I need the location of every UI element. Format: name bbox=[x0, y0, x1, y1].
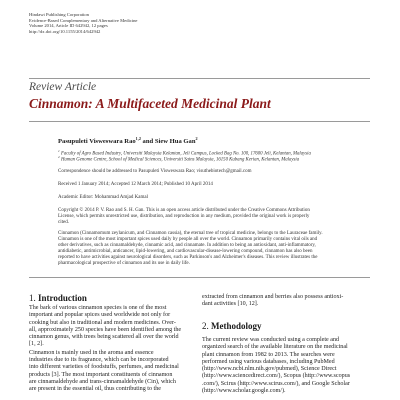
left-column bbox=[29, 305, 191, 394]
academic-editor: Academic Editor: Mohammad Amjad Kamal bbox=[58, 195, 148, 200]
methodology-paragraph bbox=[202, 337, 372, 395]
body-line: industries due to its fragrance, which can be incorporated bbox=[29, 357, 169, 364]
volume-line: Volume 2014, Article ID 642942, 12 pages bbox=[29, 23, 108, 29]
doi-link[interactable]: http://dx.doi.org/10.1155/2014/642942 bbox=[29, 28, 101, 34]
body-line: (http://www.ncbi.nlm.nih.gov/pubmed), Science Direct bbox=[202, 366, 337, 373]
body-line: extracted from cinnamon and berries also possess antioxi- bbox=[202, 294, 344, 300]
abstract-line: other derivatives, such as cinnamaldehyde, cinnamic acid, and cinnamate. In addition to being an antioxidant, anti-inflammatory, bbox=[58, 243, 316, 249]
body-paragraph bbox=[29, 305, 191, 349]
section-number: 2. bbox=[202, 321, 209, 331]
body-paragraph bbox=[29, 350, 191, 394]
affiliation bbox=[58, 155, 299, 163]
right-column bbox=[202, 294, 372, 309]
abstract-line: Cinnamon (Cinnamomum zeylanicum, and Cinnamon cassia), the eternal tree of tropical medicine, belongs to the Lauraceae family. bbox=[58, 231, 323, 236]
copyright-notice bbox=[58, 208, 380, 226]
body-line: cooking but also in traditional and modern medicines. Over- bbox=[29, 319, 176, 326]
copyright-line: cited. bbox=[58, 220, 69, 226]
body-line: cinnamon genus, with trees being scattered all over the world bbox=[29, 334, 179, 341]
abstract-divider bbox=[29, 277, 370, 278]
section-heading-methodology bbox=[202, 321, 262, 331]
body-line: are cinnamaldehyde and trans-cinnamaldehyde (Cin), which bbox=[29, 378, 176, 385]
body-line: products [3]. The most important constituents of cinnamon bbox=[29, 371, 173, 378]
article-title: Cinnamon: A Multifaceted Medicinal Plant bbox=[29, 96, 271, 111]
author-affiliation-mark: 1,2 bbox=[135, 136, 141, 141]
publisher-line: Hindawi Publishing Corporation bbox=[29, 12, 89, 17]
body-line: plant cinnamon from 1982 to 2013. The searches were bbox=[202, 351, 335, 358]
affiliation-number: 2 bbox=[58, 155, 60, 159]
author-affiliation-mark: 2 bbox=[195, 136, 198, 141]
body-line: (http://www.sciencedirect.com/), Scopus (http://www.scopus bbox=[202, 373, 351, 380]
author-name: Pasupuleti Visweswara Rao bbox=[58, 138, 136, 146]
section-title: Introduction bbox=[38, 293, 87, 303]
body-line: Cinnamon is mainly used in the aroma and essence bbox=[29, 349, 154, 356]
section-number: 1. bbox=[29, 293, 36, 303]
body-line: all, approximately 250 species have been identified among the bbox=[29, 326, 182, 333]
author-joiner: and bbox=[140, 138, 155, 146]
article-dates: Received 1 January 2014; Accepted 12 March 2014; Published 10 April 2014 bbox=[58, 182, 213, 187]
body-line: are present in the essential oil, thus contributing to the bbox=[29, 386, 162, 393]
affiliation-text: Faculty of Agro Based Industry, Universiti Malaysia Kelantan, Jeli Campus, Locked Bag No. 100, 17600 Jeli, Kelantan, Malaysia bbox=[60, 151, 311, 157]
header-divider bbox=[29, 78, 370, 79]
abstract-line: reported to have activities against neurological disorders, such as Parkinson's and Alzheimer's diseases. This review illustrates the bbox=[58, 255, 318, 261]
body-line: into different varieties of foodstuffs, perfumes, and medicinal bbox=[29, 364, 179, 371]
affiliation-text: Human Genome Centre, School of Medical Sciences, Universiti Sains Malaysia, 16150 Kubang Kerian, Kelantan, Malaysia bbox=[60, 157, 300, 163]
body-line: performed using various databases, including PubMed bbox=[202, 358, 335, 365]
author-name: Siew Hua Gan bbox=[154, 138, 196, 146]
article-type: Review Article bbox=[29, 81, 97, 93]
section-title: Methodology bbox=[211, 321, 262, 331]
copyright-line: Copyright © 2014 P. V. Rao and S. H. Gan. This is an open access article distributed under the Creative Commons Attribution bbox=[58, 208, 310, 213]
abstract-line: Cinnamon is one of the most important spices used daily by people all over the world. Cinnamon primarily contains vital oils and bbox=[58, 237, 318, 243]
body-line: .com/), Scirus (http://www.scirus.com/), and Google Scholar bbox=[202, 380, 350, 387]
abstract-line: antidiabetic, antimicrobial, anticancer, lipid-lowering, and cardiovascular-disease-lowering compound, cinnamon has also been bbox=[58, 249, 313, 255]
section-heading-introduction bbox=[29, 293, 87, 303]
body-line: [1, 2]. bbox=[29, 341, 44, 348]
affiliation-number: 1 bbox=[58, 149, 60, 153]
body-line: organized search of the available literature on the medicinal bbox=[202, 344, 348, 351]
publication-info bbox=[29, 12, 137, 34]
body-line: (http://www.scholar.google.com/). bbox=[202, 388, 286, 395]
author-line bbox=[58, 136, 198, 145]
abstract-line: pharmacological prospective of cinnamon and its use in daily life. bbox=[58, 261, 190, 267]
journal-line: Evidence-Based Complementary and Alternative Medicine bbox=[29, 17, 138, 23]
abstract bbox=[58, 231, 380, 268]
correspondence: Correspondence should be addressed to Pasupuleti Visweswara Rao; visuthebiotech@gmail.com bbox=[58, 169, 252, 174]
body-line: The bark of various cinnamon species is one of the most bbox=[29, 305, 167, 311]
title-divider bbox=[29, 121, 370, 122]
copyright-line: License, which permits unrestricted use, distribution, and reproduction in any medium, provided the original work is properly bbox=[58, 214, 310, 220]
body-line: The current review was conducted using a complete and bbox=[202, 337, 340, 343]
body-line: dant activities [10, 12]. bbox=[202, 301, 259, 308]
body-line: important and popular spices used worldwide not only for bbox=[29, 312, 171, 319]
